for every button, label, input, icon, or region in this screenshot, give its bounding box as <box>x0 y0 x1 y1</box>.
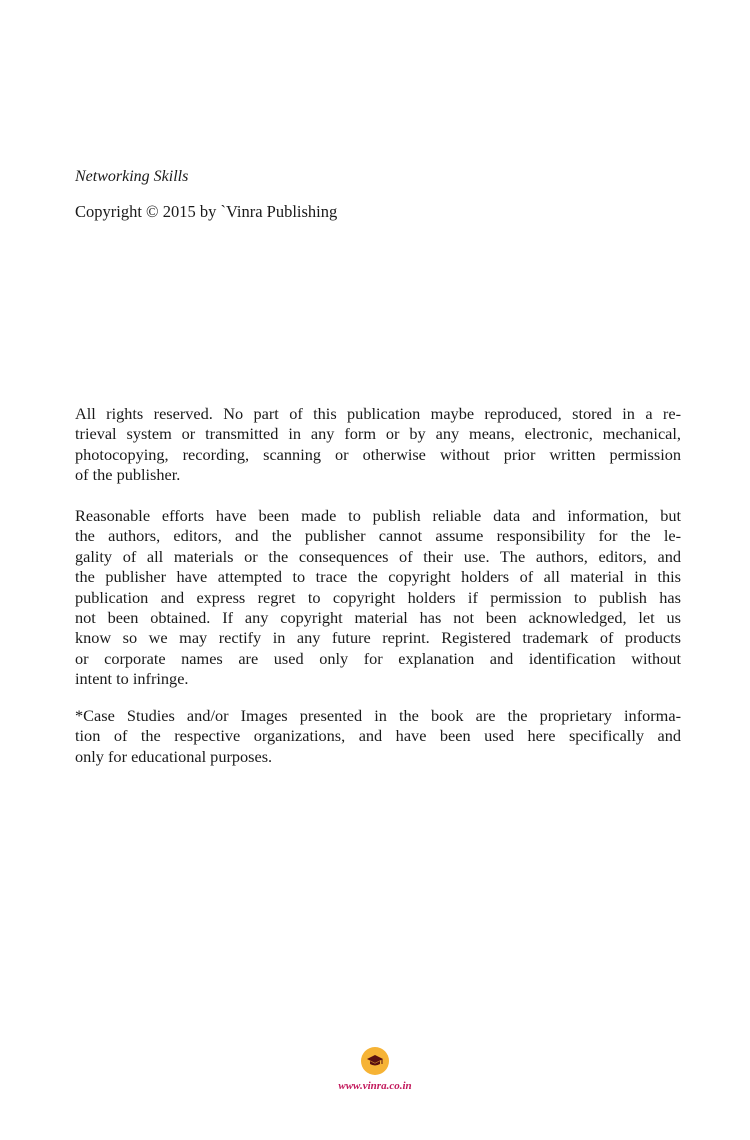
book-title: Networking Skills <box>75 168 189 185</box>
text-line: Reasonable efforts have been made to publish reliable data and information, but <box>75 506 681 525</box>
rights-paragraph <box>75 404 681 486</box>
publisher-url[interactable]: www.vinra.co.in <box>338 1080 412 1092</box>
text-line: know so we may rectify in any future reprint. Registered trademark of products <box>75 628 681 648</box>
text-line: All rights reserved. No part of this publication maybe reproduced, stored in a re- <box>75 404 681 423</box>
text-line: only for educational purposes. <box>75 746 273 766</box>
publisher-logo <box>361 1047 389 1075</box>
text-line: *Case Studies and/or Images presented in the book are the proprietary informa- <box>75 706 681 725</box>
text-line: gality of all materials or the consequences of their use. The authors, editors, and <box>75 546 681 566</box>
text-line: photocopying, recording, scanning or otherwise without prior written permission <box>75 444 681 464</box>
text-line: trieval system or transmitted in any form or by any means, electronic, mechanical, <box>75 424 681 444</box>
text-line: the authors, editors, and the publisher cannot assume responsibility for the le- <box>75 526 681 546</box>
text-line: or corporate names are used only for explanation and identification without <box>75 648 681 668</box>
text-line: intent to infringe. <box>75 669 189 689</box>
text-line: publication and express regret to copyright holders if permission to publish has <box>75 587 681 607</box>
disclaimer-paragraph <box>75 506 681 690</box>
text-line: not been obtained. If any copyright material has not been acknowledged, let us <box>75 607 681 627</box>
case-studies-paragraph <box>75 706 681 767</box>
copyright-line: Copyright © 2015 by `Vinra Publishing <box>75 202 338 221</box>
text-line: tion of the respective organizations, and have been used here specifically and <box>75 726 681 746</box>
text-line: the publisher have attempted to trace the copyright holders of all material in this <box>75 567 681 587</box>
graduation-cap-icon <box>366 1053 384 1069</box>
text-line: of the publisher. <box>75 465 181 485</box>
